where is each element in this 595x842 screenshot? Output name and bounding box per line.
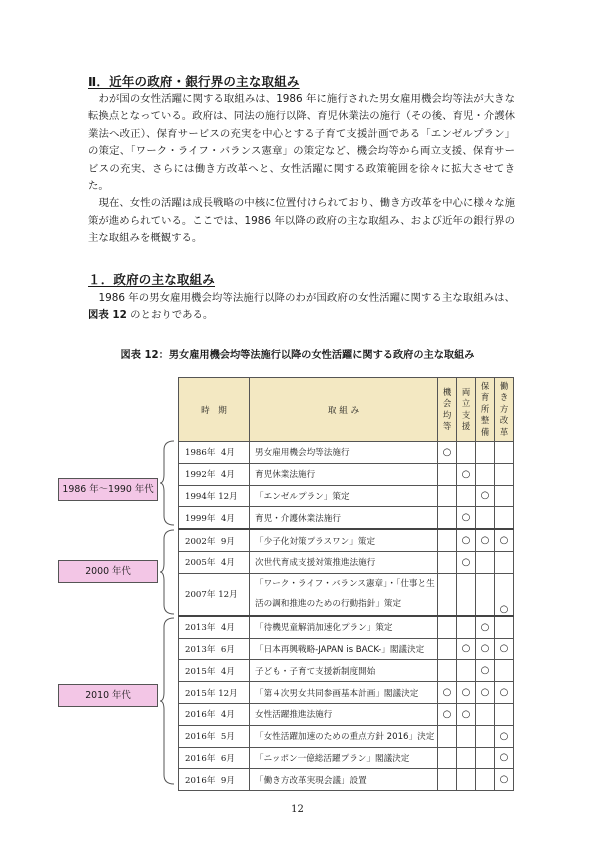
row-date: 2015年 12月 [179, 682, 250, 704]
row-mark-cell: ○ [438, 682, 457, 704]
row-mark-cell [438, 616, 457, 638]
row-measure: 「エンゼルプラン」策定 [250, 485, 438, 507]
row-measure: 男女雇用機会均等法施行 [250, 442, 438, 464]
measures-table [178, 377, 514, 791]
row-mark-cell [476, 573, 495, 616]
row-measure: 「第４次男女共同参画基本計画」閣議決定 [250, 682, 438, 704]
table-row [179, 616, 514, 638]
row-mark-cell [495, 703, 514, 725]
subsection-title: １．政府の主な取組み [88, 272, 216, 287]
table-row [179, 660, 514, 682]
row-mark-cell [438, 573, 457, 616]
row-mark-cell [438, 769, 457, 791]
row-mark-cell [476, 463, 495, 485]
row-mark-cell [457, 485, 476, 507]
row-mark-cell: ○ [457, 703, 476, 725]
row-date: 1994年 12月 [179, 485, 250, 507]
row-measure: 「ニッポン一億総活躍プラン」閣議決定 [250, 747, 438, 769]
row-mark-cell: ○ [495, 769, 514, 791]
table-row [179, 551, 514, 573]
row-measure: 「女性活躍加速のための重点方針 2016」決定 [250, 725, 438, 747]
row-mark-cell [457, 747, 476, 769]
row-mark-cell: ○ [457, 507, 476, 529]
row-date: 1986年 4月 [179, 442, 250, 464]
intro-paragraph-1: わが国の女性活躍に関する取組みは、1986 年に施行された男女雇用機会均等法が大きな転換点となっている。政府は、同法の施行以降、育児休業法の施行（その後、育児・介護休業法へ改正）、保育サービスの充実を中心とする子育て支援計画である「エンゼルプラン」の策定、「ワーク・ライフ・バランス憲章」の策定など、機会均等から両立支援、保育サービスの充実、さらには働き方改革へと、女性活躍に関する政策範囲を徐々に拡大させてきた。 [88, 93, 515, 193]
row-mark-cell: ○ [457, 463, 476, 485]
row-mark-cell: ○ [457, 682, 476, 704]
table-caption: 図表 12：男女雇用機会均等法施行以降の女性活躍に関する政府の主な取組み [120, 350, 475, 361]
era-label-1986-1990s: 1986 年～1990 年代 [58, 478, 158, 501]
intro-paragraph-2: 現在、女性の活躍は成長戦略の中核に位置付けられており、働き方改革を中心に様々な施策が進められている。ここでは、1986 年以降の政府の主な取組み、および近年の銀行界の主な取組みを概観する。 [88, 197, 515, 245]
row-date: 2002年 9月 [179, 529, 250, 551]
header-equal-opportunity: 機会均等 [438, 378, 457, 442]
section-title: Ⅱ．近年の政府・銀行界の主な取組み [88, 74, 300, 89]
row-mark-cell [457, 769, 476, 791]
era-bracket-2 [160, 529, 176, 615]
row-date: 2016年 5月 [179, 725, 250, 747]
header-item: 取 組 み [250, 378, 438, 442]
row-mark-cell: ○ [495, 725, 514, 747]
row-mark-cell: ○ [476, 485, 495, 507]
row-date: 2016年 9月 [179, 769, 250, 791]
row-mark-cell [438, 507, 457, 529]
row-mark-cell: ○ [457, 638, 476, 660]
table-row [179, 638, 514, 660]
row-mark-cell: ○ [495, 747, 514, 769]
row-measure: 女性活躍推進法施行 [250, 703, 438, 725]
row-date: 2005年 4月 [179, 551, 250, 573]
row-mark-cell [438, 485, 457, 507]
row-mark-cell [476, 703, 495, 725]
row-mark-cell [476, 551, 495, 573]
row-mark-cell [457, 442, 476, 464]
row-mark-cell [495, 442, 514, 464]
row-mark-cell: ○ [457, 551, 476, 573]
row-measure: 「ワーク・ライフ・バランス憲章」・「仕事と生活の調和推進のための行動指針」策定 [250, 573, 438, 616]
row-mark-cell [438, 529, 457, 551]
row-mark-cell [438, 463, 457, 485]
table-row [179, 442, 514, 464]
row-date: 2013年 4月 [179, 616, 250, 638]
era-bracket-3 [160, 617, 176, 785]
intro-text [88, 91, 515, 248]
row-mark-cell [438, 747, 457, 769]
row-mark-cell [495, 660, 514, 682]
row-mark-cell [457, 725, 476, 747]
era-label-2000s: 2000 年代 [58, 560, 158, 583]
table-row [179, 507, 514, 529]
row-date: 2015年 4月 [179, 660, 250, 682]
row-measure: 次世代育成支援対策推進法施行 [250, 551, 438, 573]
row-mark-cell: ○ [438, 442, 457, 464]
row-date: 1992年 4月 [179, 463, 250, 485]
sub-text-before: 1986 年の男女雇用機会均等法施行以降のわが国政府の女性活躍に関する主な取組みは、 [98, 292, 515, 304]
row-mark-cell [476, 747, 495, 769]
row-measure: 「少子化対策プラスワン」策定 [250, 529, 438, 551]
row-date: 1999年 4月 [179, 507, 250, 529]
header-date: 時 期 [179, 378, 250, 442]
row-mark-cell: ○ [495, 682, 514, 704]
sub-text [88, 290, 515, 325]
header-childcare-facilities: 保育所整備 [476, 378, 495, 442]
table-header-row [179, 378, 514, 442]
page-number: 12 [291, 804, 304, 815]
table-row [179, 703, 514, 725]
row-measure: 「日本再興戦略-JAPAN is BACK-」閣議決定 [250, 638, 438, 660]
row-measure: 「働き方改革実現会議」設置 [250, 769, 438, 791]
row-mark-cell [476, 507, 495, 529]
sub-text-after: のとおりである。 [126, 309, 214, 322]
table-row [179, 463, 514, 485]
row-mark-cell: ○ [495, 638, 514, 660]
row-mark-cell [495, 616, 514, 638]
row-mark-cell [438, 638, 457, 660]
row-mark-cell [476, 769, 495, 791]
row-mark-cell: ○ [476, 616, 495, 638]
row-date: 2016年 4月 [179, 703, 250, 725]
row-measure: 「待機児童解消加速化プラン」策定 [250, 616, 438, 638]
row-mark-cell [495, 485, 514, 507]
row-mark-cell: ○ [476, 638, 495, 660]
row-date: 2016年 6月 [179, 747, 250, 769]
table-row [179, 769, 514, 791]
row-mark-cell: ○ [495, 529, 514, 551]
row-mark-cell: ○ [476, 660, 495, 682]
row-mark-cell [457, 573, 476, 616]
table-row [179, 725, 514, 747]
table-row [179, 747, 514, 769]
row-date: 2007年 12月 [179, 573, 250, 616]
row-mark-cell: ○ [438, 703, 457, 725]
table-row [179, 529, 514, 551]
table-row [179, 485, 514, 507]
header-work-family-balance: 両立支援 [457, 378, 476, 442]
row-mark-cell [438, 725, 457, 747]
row-mark-cell: ○ [457, 529, 476, 551]
row-mark-cell: ○ [476, 682, 495, 704]
row-measure: 育児休業法施行 [250, 463, 438, 485]
row-measure: 子ども・子育て支援新制度開始 [250, 660, 438, 682]
row-mark-cell [495, 551, 514, 573]
row-mark-cell [495, 463, 514, 485]
era-label-2010s: 2010 年代 [58, 684, 158, 707]
row-mark-cell: ○ [476, 529, 495, 551]
row-mark-cell [495, 507, 514, 529]
row-mark-cell [476, 725, 495, 747]
figure-reference: 図表 12 [88, 309, 127, 322]
row-date: 2013年 6月 [179, 638, 250, 660]
row-mark-cell [457, 616, 476, 638]
table-row [179, 682, 514, 704]
sub-paragraph [88, 290, 515, 325]
row-measure: 育児・介護休業法施行 [250, 507, 438, 529]
era-bracket-1 [160, 440, 176, 526]
table-row [179, 573, 514, 616]
row-mark-cell [476, 442, 495, 464]
row-mark-cell: ○ [495, 573, 514, 616]
row-mark-cell [438, 551, 457, 573]
row-mark-cell [457, 660, 476, 682]
row-mark-cell [438, 660, 457, 682]
header-work-style-reform: 働き方改革 [495, 378, 514, 442]
